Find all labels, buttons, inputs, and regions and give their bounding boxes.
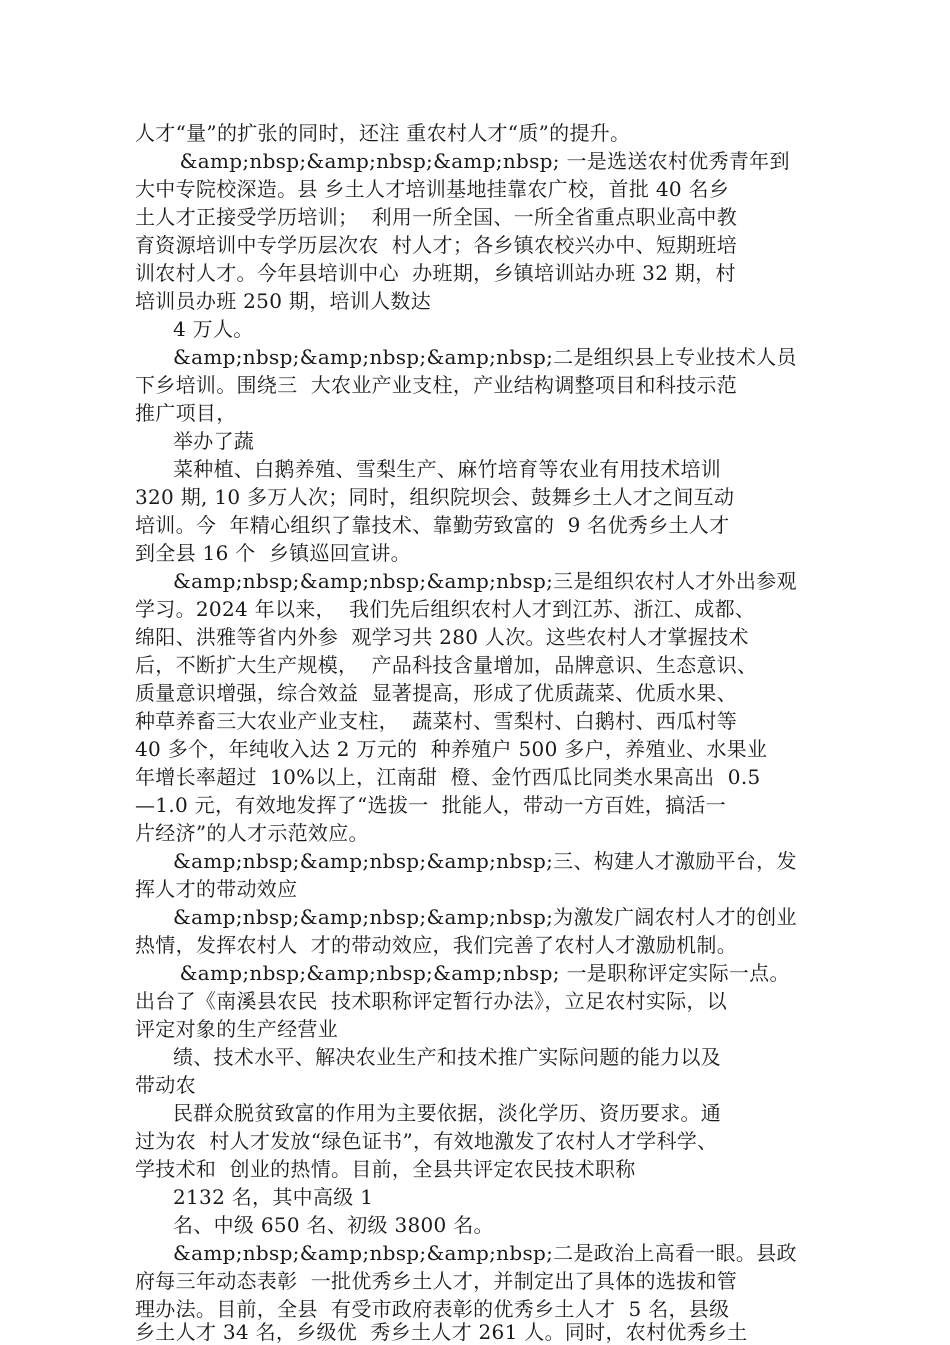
text-line: &amp;nbsp;&amp;nbsp;&amp;nbsp;为激发广阔农村人才的创业	[173, 905, 797, 929]
text-line: &amp;nbsp;&amp;nbsp;&amp;nbsp;三是组织农村人才外出参观	[173, 569, 797, 593]
text-line: 学习。2024 年以来， 我们先后组织农村人才到江苏、浙江、成都、	[135, 597, 756, 621]
text-line: 培训员办班 250 期，培训人数达	[135, 289, 431, 313]
text-line: 评定对象的生产经营业	[135, 1017, 338, 1041]
text-line: &amp;nbsp;&amp;nbsp;&amp;nbsp; 一是职称评定实际一点。	[173, 961, 790, 985]
text-line: 质量意识增强，综合效益 显著提高，形成了优质蔬菜、优质水果、	[135, 681, 738, 705]
text-line: 土人才正接受学历培训； 利用一所全国、一所全省重点职业高中教	[135, 205, 738, 229]
text-line: 年增长率超过 10%以上，江南甜 橙、金竹西瓜比同类水果高出 0.5	[135, 765, 761, 789]
text-line: —1.0 元，有效地发挥了“选拔一 批能人，带动一方百姓，搞活一	[135, 793, 727, 817]
text-line: 训农村人才。今年县培训中心 办班期，乡镇培训站办班 32 期，村	[135, 261, 736, 285]
text-line: 育资源培训中专学历层次农 村人才；各乡镇农校兴办中、短期班培	[135, 233, 738, 257]
text-line: 菜种植、白鹅养殖、雪梨生产、麻竹培育等农业有用技术培训	[173, 457, 722, 481]
text-line: 出台了《南溪县农民 技术职称评定暂行办法》，立足农村实际，以	[135, 989, 728, 1013]
text-line: 绩、技术水平、解决农业生产和技术推广实际问题的能力以及	[173, 1045, 722, 1069]
text-line: 过为农 村人才发放“绿色证书”，有效地激发了农村人才学科学、	[135, 1129, 718, 1153]
text-line: 片经济”的人才示范效应。	[135, 821, 369, 845]
text-line: 绵阳、洪雅等省内外参 观学习共 280 人次。这些农村人才掌握技术	[135, 625, 749, 649]
text-line: 推广项目，	[135, 401, 237, 425]
text-line: &amp;nbsp;&amp;nbsp;&amp;nbsp;三、构建人才激励平台，发	[173, 849, 797, 873]
text-line: 到全县 16 个 乡镇巡回宣讲。	[135, 541, 411, 565]
text-line: 320 期, 10 多万人次；同时，组织院坝会、鼓舞乡土人才之间互动	[135, 485, 735, 509]
text-line: 后，不断扩大生产规模， 产品科技含量增加，品牌意识、生态意识、	[135, 653, 758, 677]
text-line: 理办法。目前，全县 有受市政府表彰的优秀乡土人才 5 名，县级	[135, 1297, 730, 1321]
text-line: 带动农	[135, 1073, 196, 1097]
text-line: 4 万人。	[173, 317, 254, 341]
text-line: 乡土人才 34 名，乡级优 秀乡土人才 261 人。同时，农村优秀乡土	[135, 1320, 748, 1344]
text-line: 民群众脱贫致富的作用为主要依据，淡化学历、资历要求。通	[173, 1101, 722, 1125]
text-line: 大中专院校深造。县 乡土人才培训基地挂靠农广校，首批 40 名乡	[135, 177, 730, 201]
text-line: 人才“量”的扩张的同时，还注 重农村人才“质”的提升。	[135, 121, 631, 145]
text-line: 挥人才的带动效应	[135, 877, 298, 901]
text-line: 培训。今 年精心组织了靠技术、靠勤劳致富的 9 名优秀乡土人才	[135, 513, 730, 537]
text-line: 名、中级 650 名、初级 3800 名。	[173, 1213, 494, 1237]
text-line: 下乡培训。围绕三 大农业产业支柱，产业结构调整项目和科技示范	[135, 373, 738, 397]
text-line: 学技术和 创业的热情。目前，全县共评定农民技术职称	[135, 1157, 636, 1181]
text-line: 热情，发挥农村人 才的带动效应，我们完善了农村人才激励机制。	[135, 933, 738, 957]
text-line: &amp;nbsp;&amp;nbsp;&amp;nbsp; 一是选送农村优秀青年到	[173, 149, 790, 173]
text-line: 府每三年动态表彰 一批优秀乡土人才，并制定出了具体的选拔和管	[135, 1269, 738, 1293]
text-line: &amp;nbsp;&amp;nbsp;&amp;nbsp;二是政治上高看一眼。县政	[173, 1241, 797, 1265]
text-line: 种草养畜三大农业产业支柱， 蔬菜村、雪梨村、白鹅村、西瓜村等	[135, 709, 738, 733]
text-line: 举办了蔬	[173, 429, 255, 453]
text-line: &amp;nbsp;&amp;nbsp;&amp;nbsp;二是组织县上专业技术人员	[173, 345, 797, 369]
text-line: 2132 名，其中高级 1	[173, 1185, 374, 1209]
text-line: 40 多个，年纯收入达 2 万元的 种养殖户 500 多户，养殖业、水果业	[135, 737, 768, 761]
